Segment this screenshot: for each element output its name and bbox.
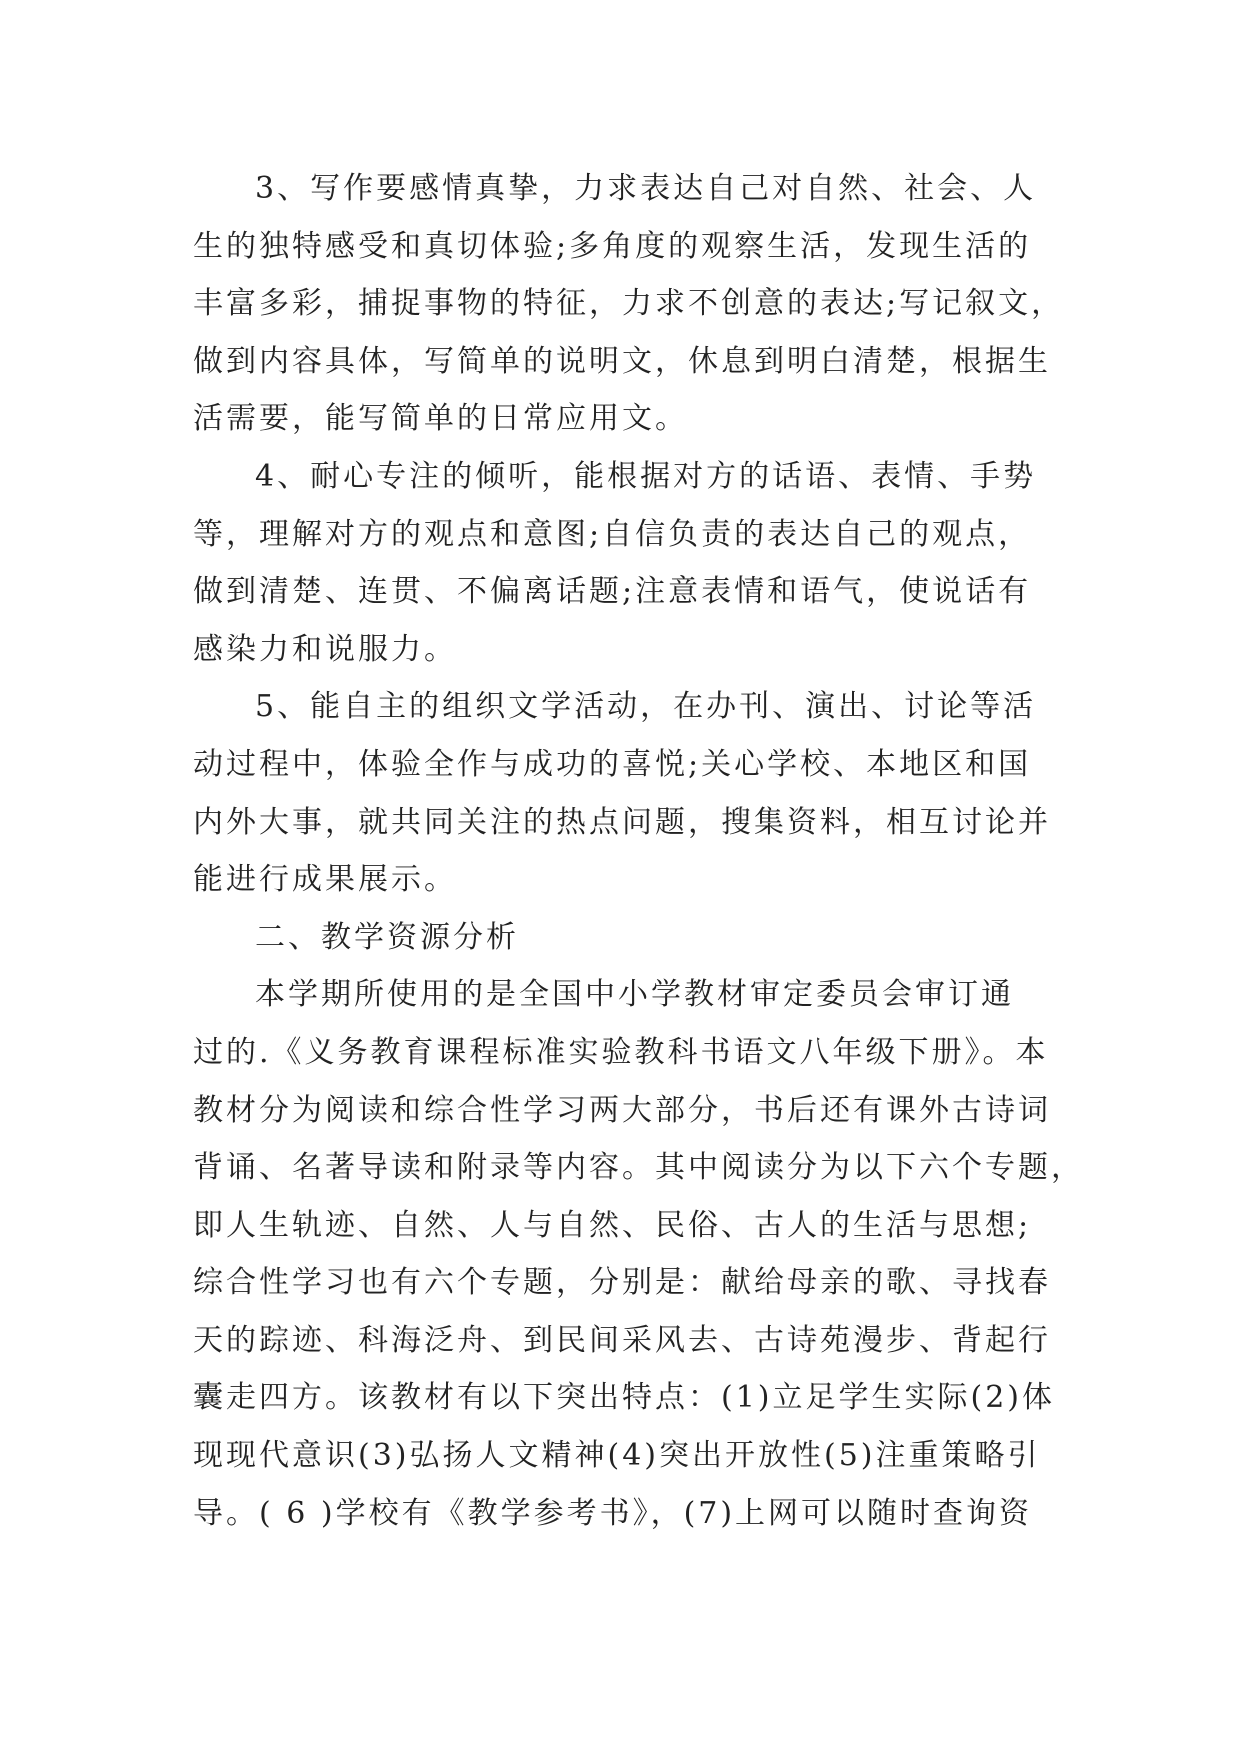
text-line: 等，理解对方的观点和意图;自信负责的表达自己的观点， [193,516,1032,552]
section-heading: 二、教学资源分析 [255,919,519,955]
text-line: 感染力和说服力。 [193,631,457,667]
text-line: 能进行成果展示。 [193,862,457,898]
text-line: 教材分为阅读和综合性学习两大部分，书后还有课外古诗词 [193,1092,1051,1128]
text-line: 做到清楚、连贯、不偏离话题;注意表情和语气，使说话有 [193,574,1032,610]
text-line: 活需要，能写简单的日常应用文。 [193,401,688,437]
text-line: 生的独特感受和真切体验;多角度的观察生活，发现生活的 [193,228,1032,264]
text-line: 5、能自主的组织文学活动，在办刊、演出、讨论等活 [255,689,1037,725]
text-line: 综合性学习也有六个专题，分别是：献给母亲的歌、寻找春 [193,1265,1051,1301]
text-line: 过的.《义务教育课程标准实验教科书语文八年级下册》。本 [193,1034,1049,1070]
text-line: 囊走四方。该教材有以下突出特点：(1)立足学生实际(2)体 [193,1380,1055,1416]
text-line: 内外大事，就共同关注的热点问题，搜集资料，相互讨论并 [193,804,1051,840]
text-line: 3、写作要感情真挚，力求表达自己对自然、社会、人 [255,171,1037,206]
text-line: 现现代意识(3)弘扬人文精神(4)突出开放性(5)注重策略引 [193,1438,1041,1474]
text-line: 本学期所使用的是全国中小学教材审定委员会审订通 [255,977,1014,1013]
text-line: 即人生轨迹、自然、人与自然、民俗、古人的生活与思想; [193,1207,1032,1243]
text-line: 做到内容具体，写简单的说明文，休息到明白清楚，根据生 [193,343,1051,379]
text-line: 导。( 6 )学校有《教学参考书》，(7)上网可以随时查询资 [193,1495,1033,1531]
text-line: 背诵、名著导读和附录等内容。其中阅读分为以下六个专题， [193,1150,1084,1186]
text-line: 4、耐心专注的倾听，能根据对方的话语、表情、手势 [255,458,1037,494]
text-line: 天的踪迹、科海泛舟、到民间采风去、古诗苑漫步、背起行 [193,1322,1051,1358]
text-line: 丰富多彩，捕捉事物的特征，力求不创意的表达;写记叙文， [193,286,1065,322]
text-line: 动过程中，体验全作与成功的喜悦;关心学校、本地区和国 [193,746,1032,782]
document-body [193,160,1084,1542]
